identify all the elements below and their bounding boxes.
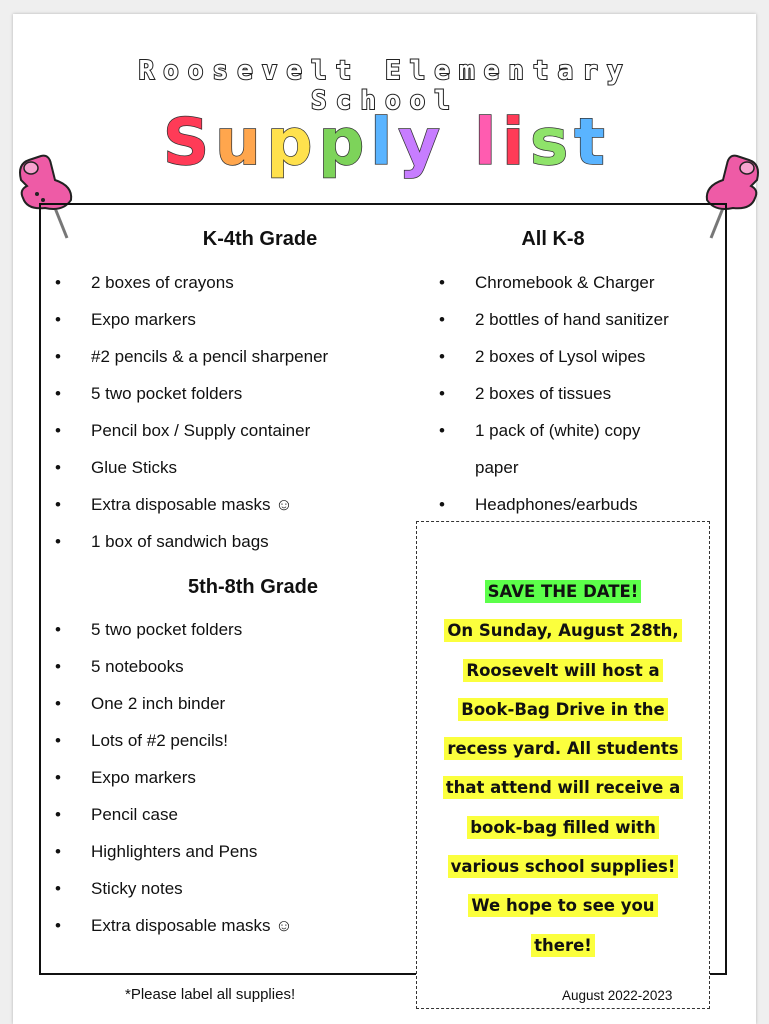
list-item: • 1 box of sandwich bags [43, 530, 328, 567]
save-the-date-line: various school supplies! [448, 855, 679, 878]
title-letter: l [370, 106, 399, 180]
title-letter: s [530, 106, 575, 180]
list-item: • Chromebook & Charger [427, 271, 669, 308]
list-item: • 2 boxes of Lysol wipes [427, 345, 669, 382]
title-letter [446, 106, 474, 180]
title-letter: i [502, 106, 531, 180]
list-item: • Pencil case [43, 803, 293, 840]
save-the-date-line: Roosevelt will host a [463, 659, 662, 682]
save-the-date-line: Book-Bag Drive in the [458, 698, 668, 721]
list-item: • Extra disposable masks ☺ [43, 914, 293, 951]
save-the-date-line: We hope to see you [468, 894, 657, 917]
school-name: Roosevelt Elementary School [138, 56, 632, 116]
school-year: August 2022-2023 [562, 988, 673, 1003]
save-the-date-line: book-bag filled with [467, 816, 659, 839]
list-item: • #2 pencils & a pencil sharpener [43, 345, 328, 382]
list-item: • Pencil box / Supply container [43, 419, 328, 456]
save-the-date-line: there! [531, 934, 595, 957]
title-letter: u [215, 106, 267, 180]
list-item: • 2 boxes of crayons [43, 271, 328, 308]
list-item: • Expo markers [43, 766, 293, 803]
g58-heading: 5th-8th Grade [187, 576, 319, 598]
allk8-heading: All K-8 [521, 228, 585, 250]
title-letter: S [163, 106, 216, 180]
list-item: • One 2 inch binder [43, 692, 293, 729]
page [13, 14, 756, 1024]
k4-list [43, 271, 328, 567]
list-item: • Glue Sticks [43, 456, 328, 493]
list-item: paper [475, 458, 519, 477]
list-item: • Lots of #2 pencils! [43, 729, 293, 766]
label-note: *Please label all supplies! [125, 986, 296, 1003]
list-item: • Sticky notes [43, 877, 293, 914]
title-letter: p [318, 106, 371, 180]
title-letter: l [474, 106, 503, 180]
list-item: • Expo markers [43, 308, 328, 345]
title-letter: t [574, 106, 611, 180]
save-the-date-heading: SAVE THE DATE! [485, 580, 642, 603]
list-item: • Extra disposable masks ☺ [43, 493, 328, 530]
list-item: • 2 boxes of tissues [427, 382, 669, 419]
list-item: • Headphones/earbuds [427, 493, 669, 530]
supply-list-title [163, 106, 611, 180]
title-letter: p [266, 106, 319, 180]
list-item: • 5 two pocket folders [43, 618, 293, 655]
list-item: • 5 two pocket folders [43, 382, 328, 419]
g58-list [43, 618, 293, 951]
allk8-list [427, 271, 669, 530]
save-the-date-line: On Sunday, August 28th, [444, 619, 681, 642]
title-letter: y [398, 106, 446, 180]
list-item: • Highlighters and Pens [43, 840, 293, 877]
save-the-date-box [416, 521, 710, 1009]
save-the-date-line: recess yard. All students [444, 737, 681, 760]
k4-heading: K-4th Grade [202, 228, 318, 250]
list-item: • 1 pack of (white) copy [427, 419, 669, 456]
list-item: • 2 bottles of hand sanitizer [427, 308, 669, 345]
list-item: • 5 notebooks [43, 655, 293, 692]
save-the-date-line: that attend will receive a [443, 776, 684, 799]
